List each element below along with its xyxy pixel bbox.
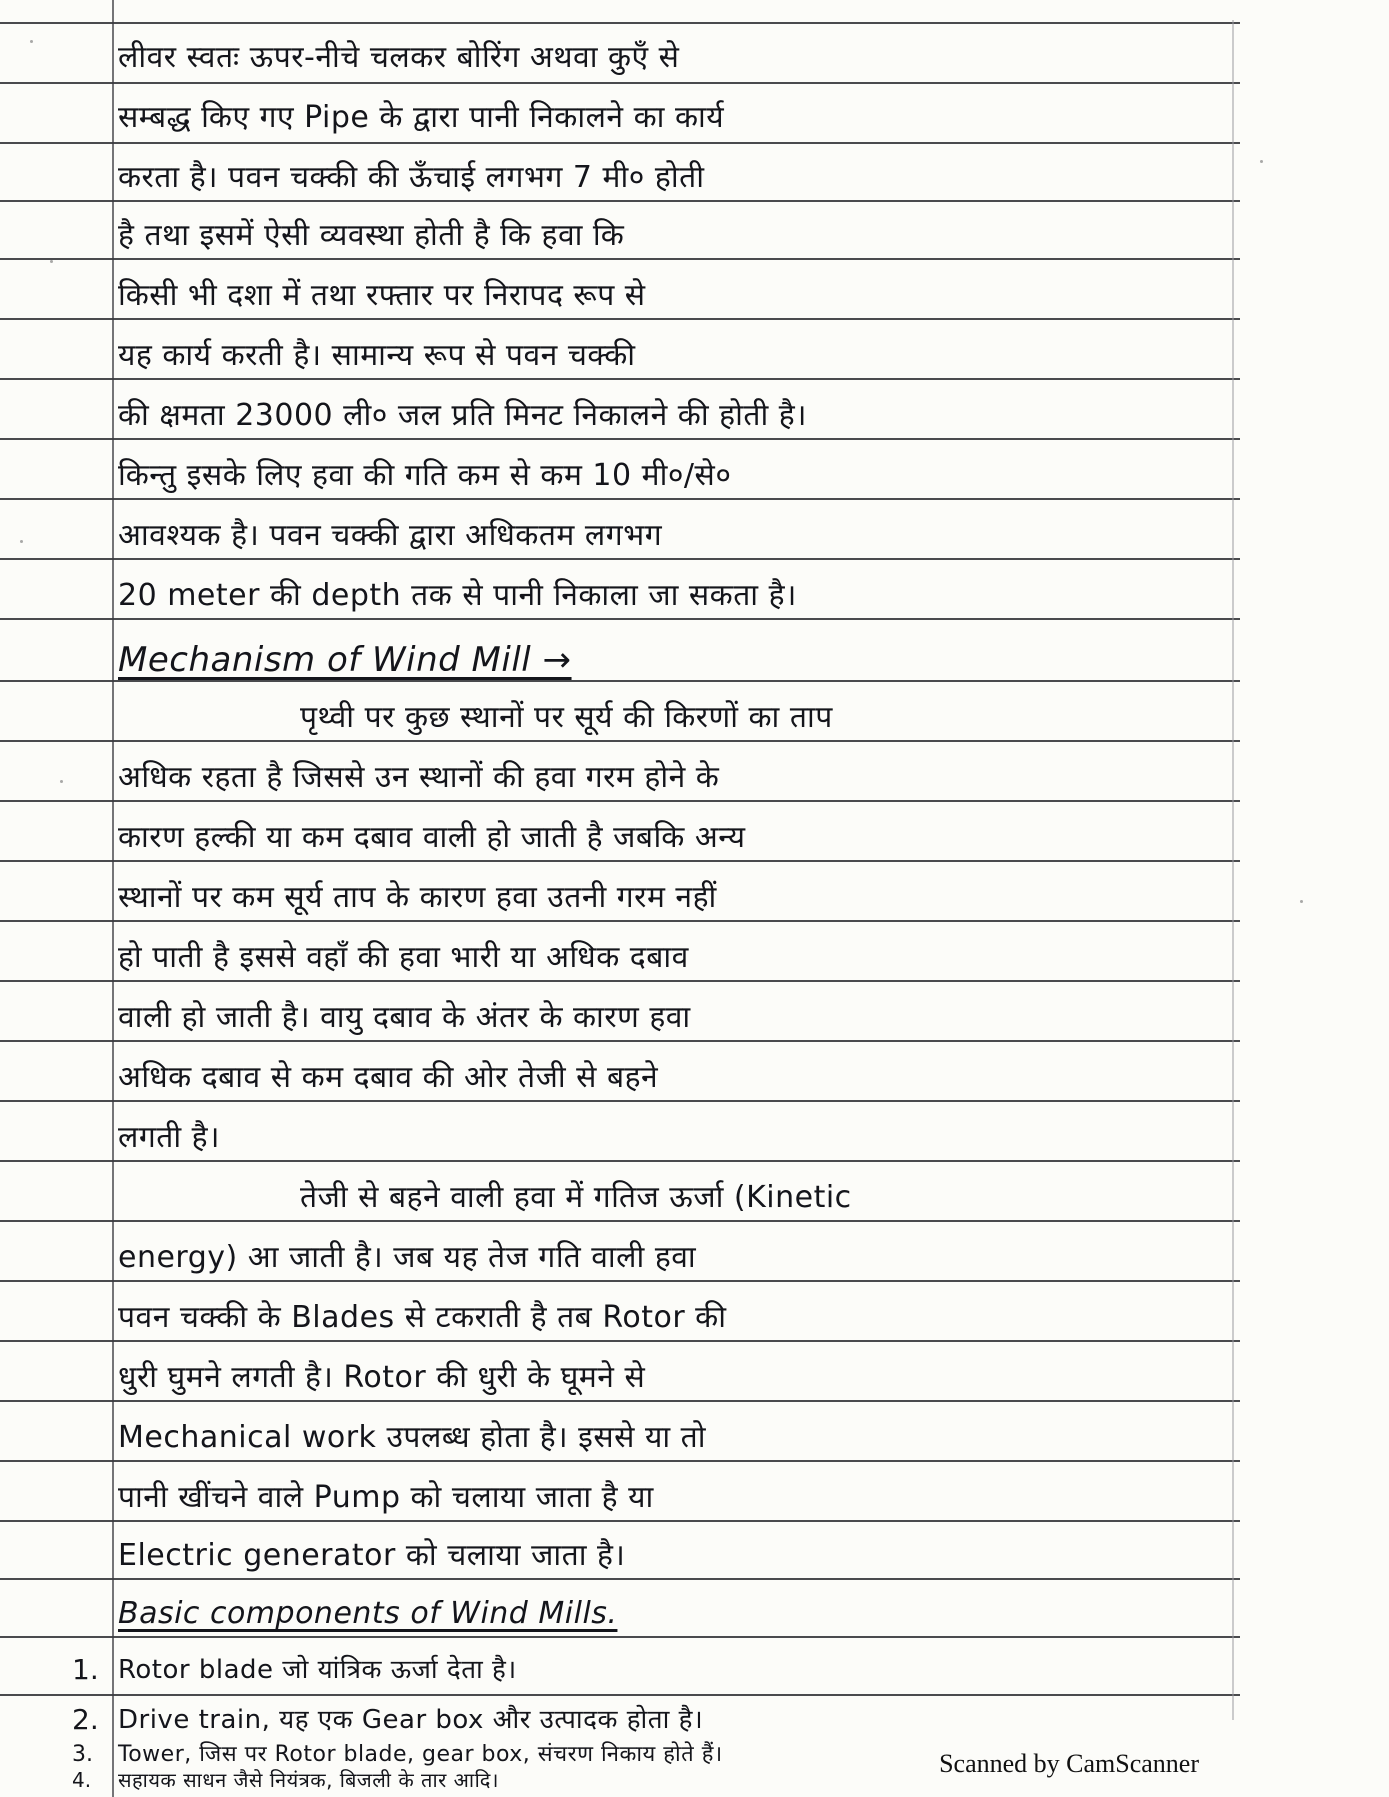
text-line: अधिक दबाव से कम दबाव की ओर तेजी से बहने bbox=[118, 1060, 659, 1095]
text-line: किसी भी दशा में तथा रफ्तार पर निरापद रूप से bbox=[118, 278, 646, 313]
text-line: Electric generator को चलाया जाता है। bbox=[118, 1538, 626, 1573]
text-line: वाली हो जाती है। वायु दबाव के अंतर के कारण हवा bbox=[118, 1000, 691, 1035]
ruled-line bbox=[0, 1100, 1240, 1102]
ruled-line bbox=[0, 558, 1240, 560]
ruled-line bbox=[0, 1520, 1240, 1522]
ruled-line bbox=[0, 1460, 1240, 1462]
ruled-line bbox=[0, 318, 1240, 320]
ruled-line bbox=[0, 200, 1240, 202]
ruled-line bbox=[0, 1400, 1240, 1402]
list-item: Rotor blade जो यांत्रिक ऊर्जा देता है। bbox=[118, 1655, 517, 1685]
scanner-watermark: Scanned by CamScanner bbox=[939, 1749, 1199, 1778]
list-item: Drive train, यह एक Gear box और उत्पादक होता है। bbox=[118, 1705, 704, 1735]
paper-speck bbox=[1300, 900, 1303, 903]
ruled-line bbox=[0, 618, 1240, 620]
section-heading: Basic components of Wind Mills. bbox=[118, 1596, 618, 1631]
text-line: किन्तु इसके लिए हवा की गति कम से कम 10 मी०/से० bbox=[118, 458, 732, 493]
text-line: पानी खींचने वाले Pump को चलाया जाता है या bbox=[118, 1480, 654, 1515]
paper-speck bbox=[20, 540, 23, 543]
margin-line bbox=[112, 0, 114, 1797]
ruled-line bbox=[0, 1578, 1240, 1580]
ruled-line bbox=[0, 740, 1240, 742]
ruled-line bbox=[0, 378, 1240, 380]
ruled-line bbox=[0, 1040, 1240, 1042]
ruled-line bbox=[0, 1340, 1240, 1342]
text-line: तेजी से बहने वाली हवा में गतिज ऊर्जा (Kinetic bbox=[300, 1180, 852, 1215]
list-number: 3. bbox=[72, 1742, 93, 1767]
section-heading: Mechanism of Wind Mill → bbox=[118, 640, 572, 680]
ruled-line bbox=[0, 498, 1240, 500]
ruled-line bbox=[0, 22, 1240, 24]
text-line: लगती है। bbox=[118, 1120, 220, 1155]
text-line: Mechanical work उपलब्ध होता है। इससे या तो bbox=[118, 1420, 707, 1455]
ruled-line bbox=[0, 1694, 1240, 1696]
text-line: पवन चक्की के Blades से टकराती है तब Rotor की bbox=[118, 1300, 727, 1335]
text-line: अधिक रहता है जिससे उन स्थानों की हवा गरम होने के bbox=[118, 760, 720, 795]
list-item: Tower, जिस पर Rotor blade, gear box, संचरण निकाय होते हैं। bbox=[118, 1742, 723, 1767]
ruled-line bbox=[0, 1160, 1240, 1162]
ruled-line bbox=[0, 142, 1240, 144]
page-edge-line bbox=[1232, 20, 1234, 1720]
text-line: लीवर स्वतः ऊपर-नीचे चलकर बोरिंग अथवा कुएँ से bbox=[118, 40, 680, 75]
ruled-line bbox=[0, 680, 1240, 682]
ruled-line bbox=[0, 258, 1240, 260]
ruled-line bbox=[0, 980, 1240, 982]
list-number: 1. bbox=[72, 1653, 99, 1686]
text-line: की क्षमता 23000 ली० जल प्रति मिनट निकालने की होती है। bbox=[118, 398, 808, 433]
ruled-line bbox=[0, 82, 1240, 84]
ruled-line bbox=[0, 1280, 1240, 1282]
ruled-line bbox=[0, 920, 1240, 922]
ruled-line bbox=[0, 860, 1240, 862]
text-line: energy) आ जाती है। जब यह तेज गति वाली हवा bbox=[118, 1240, 697, 1275]
text-line: यह कार्य करती है। सामान्य रूप से पवन चक्की bbox=[118, 338, 636, 373]
ruled-line bbox=[0, 1636, 1240, 1638]
list-number: 4. bbox=[72, 1768, 92, 1792]
text-line: आवश्यक है। पवन चक्की द्वारा अधिकतम लगभग bbox=[118, 518, 663, 553]
text-line: सम्बद्ध किए गए Pipe के द्वारा पानी निकालने का कार्य bbox=[118, 100, 725, 135]
text-line: है तथा इसमें ऐसी व्यवस्था होती है कि हवा कि bbox=[118, 218, 625, 253]
paper-speck bbox=[50, 260, 53, 263]
text-line: करता है। पवन चक्की की ऊँचाई लगभग 7 मी० होती bbox=[118, 160, 705, 195]
paper-speck bbox=[1260, 160, 1263, 163]
paper-speck bbox=[30, 40, 33, 43]
list-number: 2. bbox=[72, 1703, 99, 1736]
ruled-line bbox=[0, 438, 1240, 440]
ruled-line bbox=[0, 800, 1240, 802]
ruled-line bbox=[0, 1220, 1240, 1222]
text-line: 20 meter की depth तक से पानी निकाला जा सकता है। bbox=[118, 578, 797, 613]
text-line: धुरी घुमने लगती है। Rotor की धुरी के घूमने से bbox=[118, 1360, 646, 1395]
text-line: हो पाती है इससे वहाँ की हवा भारी या अधिक दबाव bbox=[118, 940, 689, 975]
list-item: सहायक साधन जैसे नियंत्रक, बिजली के तार आदि। bbox=[118, 1768, 499, 1792]
paper-speck bbox=[60, 780, 63, 783]
text-line: स्थानों पर कम सूर्य ताप के कारण हवा उतनी गरम नहीं bbox=[118, 880, 717, 915]
text-line: पृथ्वी पर कुछ स्थानों पर सूर्य की किरणों का ताप bbox=[300, 700, 833, 735]
text-line: कारण हल्की या कम दबाव वाली हो जाती है जबकि अन्य bbox=[118, 820, 746, 855]
